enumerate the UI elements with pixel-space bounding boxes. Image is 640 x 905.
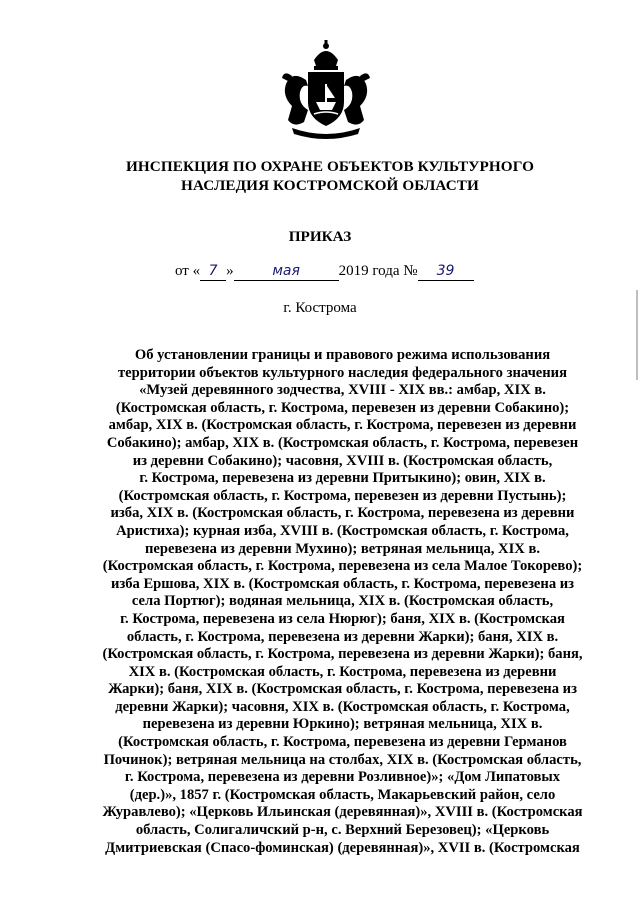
organization-name — [60, 157, 600, 195]
date-prefix: от « — [175, 263, 201, 279]
subject-line: (Костромская область, г. Кострома, перевезена из села Малое Токорево); — [102, 558, 583, 575]
city-line: г. Кострома — [283, 300, 357, 316]
subject-line: (Костромская область, г. Кострома, перевезена из деревни Германов — [118, 734, 567, 751]
subject-line: (Костромская область, г. Кострома, перевезен из деревни Пустынь); — [118, 487, 567, 504]
date-year-text: 2019 года № — [338, 263, 418, 279]
subject-line: Журавлево); «Церковь Ильинская (деревянная)», XVIII в. (Костромская — [102, 804, 583, 821]
subject-line: XIX в. (Костромская область, г. Кострома, перевезена из деревни — [128, 663, 557, 680]
document-number-field: 39 — [418, 264, 474, 281]
subject-line: Об установлении границы и правового режима использования — [134, 347, 551, 363]
date-day-suffix: » — [226, 263, 234, 279]
subject-line: перевезена из деревни Юркино); ветряная мельница, XIX в. — [142, 716, 543, 733]
subject-line: деревни Жарки); часовня, XIX в. (Костромская область, г. Кострома, — [115, 698, 570, 715]
subject-line: перевезена из деревни Мухино); ветряная мельница, XIX в. — [145, 540, 540, 557]
date-month-field: мая — [234, 264, 339, 281]
kostroma-coat-of-arms-icon — [278, 40, 374, 140]
subject-line: Собакино); амбар, XIX в. (Костромская область, г. Кострома, перевезен — [106, 434, 579, 451]
subject-line: г. Кострома, перевезена из деревни Розливное)»; «Дом Липатовых — [124, 769, 561, 786]
subject-line: изба, XIX в. (Костромская область, г. Кострома, перевезена из деревни — [110, 505, 575, 522]
document-type-title: ПРИКАЗ — [288, 228, 352, 245]
subject-line: Дмитриевская (Спасо-фоминская) (деревянная)», XVII в. (Костромская — [105, 839, 580, 856]
organization-name-line-2: НАСЛЕДИЯ КОСТРОМСКОЙ ОБЛАСТИ — [181, 177, 479, 194]
subject-line: (дер.)», 1857 г. (Костромская область, Макарьевский район, село — [129, 786, 556, 803]
subject-line: Починок); ветряная мельница на столбах, XIX в. (Костромская область, — [103, 751, 582, 768]
subject-line: амбар, XIX в. (Костромская область, г. Кострома, перевезен из деревни — [108, 417, 577, 434]
subject-line: область, г. Кострома, перевезена из деревни Жарки); баня, XIX в. — [126, 628, 559, 645]
subject-line: Жарки); баня, XIX в. (Костромская область, г. Кострома, перевезена из — [108, 681, 577, 698]
scan-edge-mark — [636, 290, 638, 380]
subject-line: изба Ершова, XIX в. (Костромская область, г. Кострома, перевезена из — [110, 575, 575, 592]
subject-line: «Музей деревянного зодчества, XVIII - XIX вв.: амбар, XIX в. — [139, 382, 546, 399]
subject-line: села Портюг); водяная мельница, XIX в. (Костромская область, — [131, 593, 554, 610]
subject-line: область, Солигаличский р-н, с. Верхний Березовец); «Церковь — [135, 822, 550, 839]
subject-heading — [80, 347, 605, 857]
date-day-field: 7 — [200, 264, 226, 281]
subject-line: (Костромская область, г. Кострома, перевезена из деревни Жарки); баня, — [102, 646, 583, 663]
subject-line: территории объектов культурного наследия федерального значения — [118, 364, 567, 381]
organization-name-line-1: ИНСПЕКЦИЯ ПО ОХРАНЕ ОБЪЕКТОВ КУЛЬТУРНОГО — [125, 158, 535, 175]
subject-line: г. Кострома, перевезена из села Нюрюг); баня, XIX в. (Костромская — [120, 610, 565, 627]
subject-line: (Костромская область, г. Кострома, перевезен из деревни Собакино); — [115, 399, 570, 416]
subject-line: г. Кострома, перевезена из деревни Притыкино); овин, XIX в. — [139, 470, 546, 487]
subject-line: Аристиха); курная изба, XVIII в. (Костромская область, г. Кострома, — [116, 522, 569, 539]
subject-line: из деревни Собакино); часовня, XVIII в. (Костромская область, — [132, 452, 553, 469]
date-number-line — [175, 263, 474, 281]
